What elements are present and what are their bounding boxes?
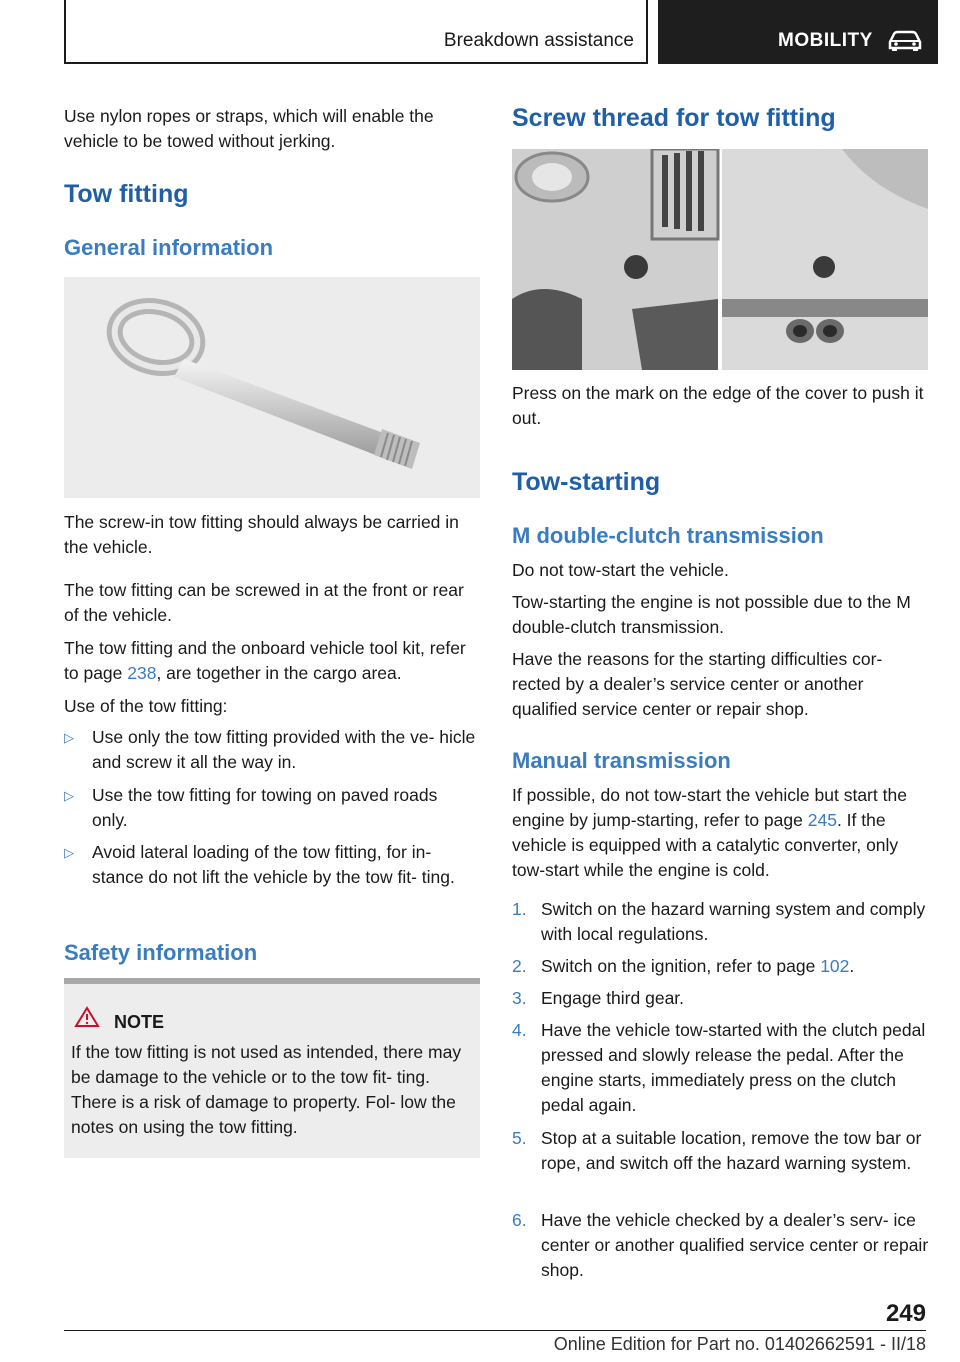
- heading-tow-starting: Tow-starting: [512, 468, 661, 496]
- heading-manual-transmission: Manual transmission: [512, 748, 731, 773]
- heading-general-information: General information: [64, 235, 274, 260]
- cargo-area-paragraph: The tow fitting and the onboard vehicle tool kit, refer to page 238, are together in the cargo area.: [64, 638, 466, 683]
- tow-fitting-image: [64, 277, 480, 498]
- jump-start-paragraph: If possible, do not tow-start the vehicle but start the engine by jump-starting, refer to page 245. If the vehicle is equipped with a catalytic converter, only tow-start while the engine is cold.: [512, 785, 907, 880]
- note-text: If the tow fitting is not used as intended, there may be damage to the vehicle or to the tow fit‐ ting. There is a risk of damage to property. Fol‐ low the notes on using the tow fitting.: [71, 1042, 462, 1137]
- not-possible-paragraph: Tow-starting the engine is not possible due to the M double-clutch transmission.: [512, 592, 911, 637]
- triangle-bullet-icon: ▷: [64, 845, 74, 860]
- no-tow-start-paragraph: Do not tow-start the vehicle.: [512, 560, 729, 580]
- header-chapter-title: MOBILITY: [778, 30, 873, 51]
- press-mark-paragraph: Press on the mark on the edge of the cover to push it out.: [512, 383, 924, 428]
- use-of-tow-fitting-label: Use of the tow fitting:: [64, 696, 228, 716]
- warning-icon: [74, 1006, 100, 1028]
- car-icon: [886, 28, 924, 52]
- header-section-title: Breakdown assistance: [443, 30, 634, 51]
- page-link-102[interactable]: 102: [820, 956, 850, 976]
- footer-edition: Online Edition for Part no. 01402662591 - II/18: [553, 1334, 926, 1354]
- bumper-cover-image: [512, 149, 928, 370]
- page-link-238[interactable]: 238: [127, 663, 157, 683]
- page-link-245[interactable]: 245: [807, 810, 837, 830]
- footer-divider: [64, 1330, 926, 1331]
- carry-paragraph: The screw-in tow fitting should always be carried in the vehicle.: [64, 512, 459, 557]
- note-label: NOTE: [114, 1012, 165, 1032]
- screw-location-paragraph: The tow fitting can be screwed in at the front or rear of the vehicle.: [64, 580, 464, 625]
- heading-screw-thread: Screw thread for tow fitting: [512, 104, 836, 132]
- triangle-bullet-icon: ▷: [64, 730, 74, 745]
- header-chapter-tab: [658, 0, 938, 64]
- header-section-tab: [64, 0, 648, 64]
- note-box: [64, 978, 480, 1158]
- triangle-bullet-icon: ▷: [64, 788, 74, 803]
- heading-safety-information: Safety information: [64, 940, 258, 965]
- page-number: 249: [885, 1300, 926, 1327]
- heading-tow-fitting: Tow fitting: [64, 180, 189, 208]
- intro-paragraph: Use nylon ropes or straps, which will enable the vehicle to be towed without jerking.: [64, 106, 434, 151]
- reasons-paragraph: Have the reasons for the starting difficulties cor‐ rected by a dealer’s service center or another qualified service center or repair shop.: [512, 649, 883, 719]
- heading-m-double-clutch: M double-clutch transmission: [512, 523, 824, 548]
